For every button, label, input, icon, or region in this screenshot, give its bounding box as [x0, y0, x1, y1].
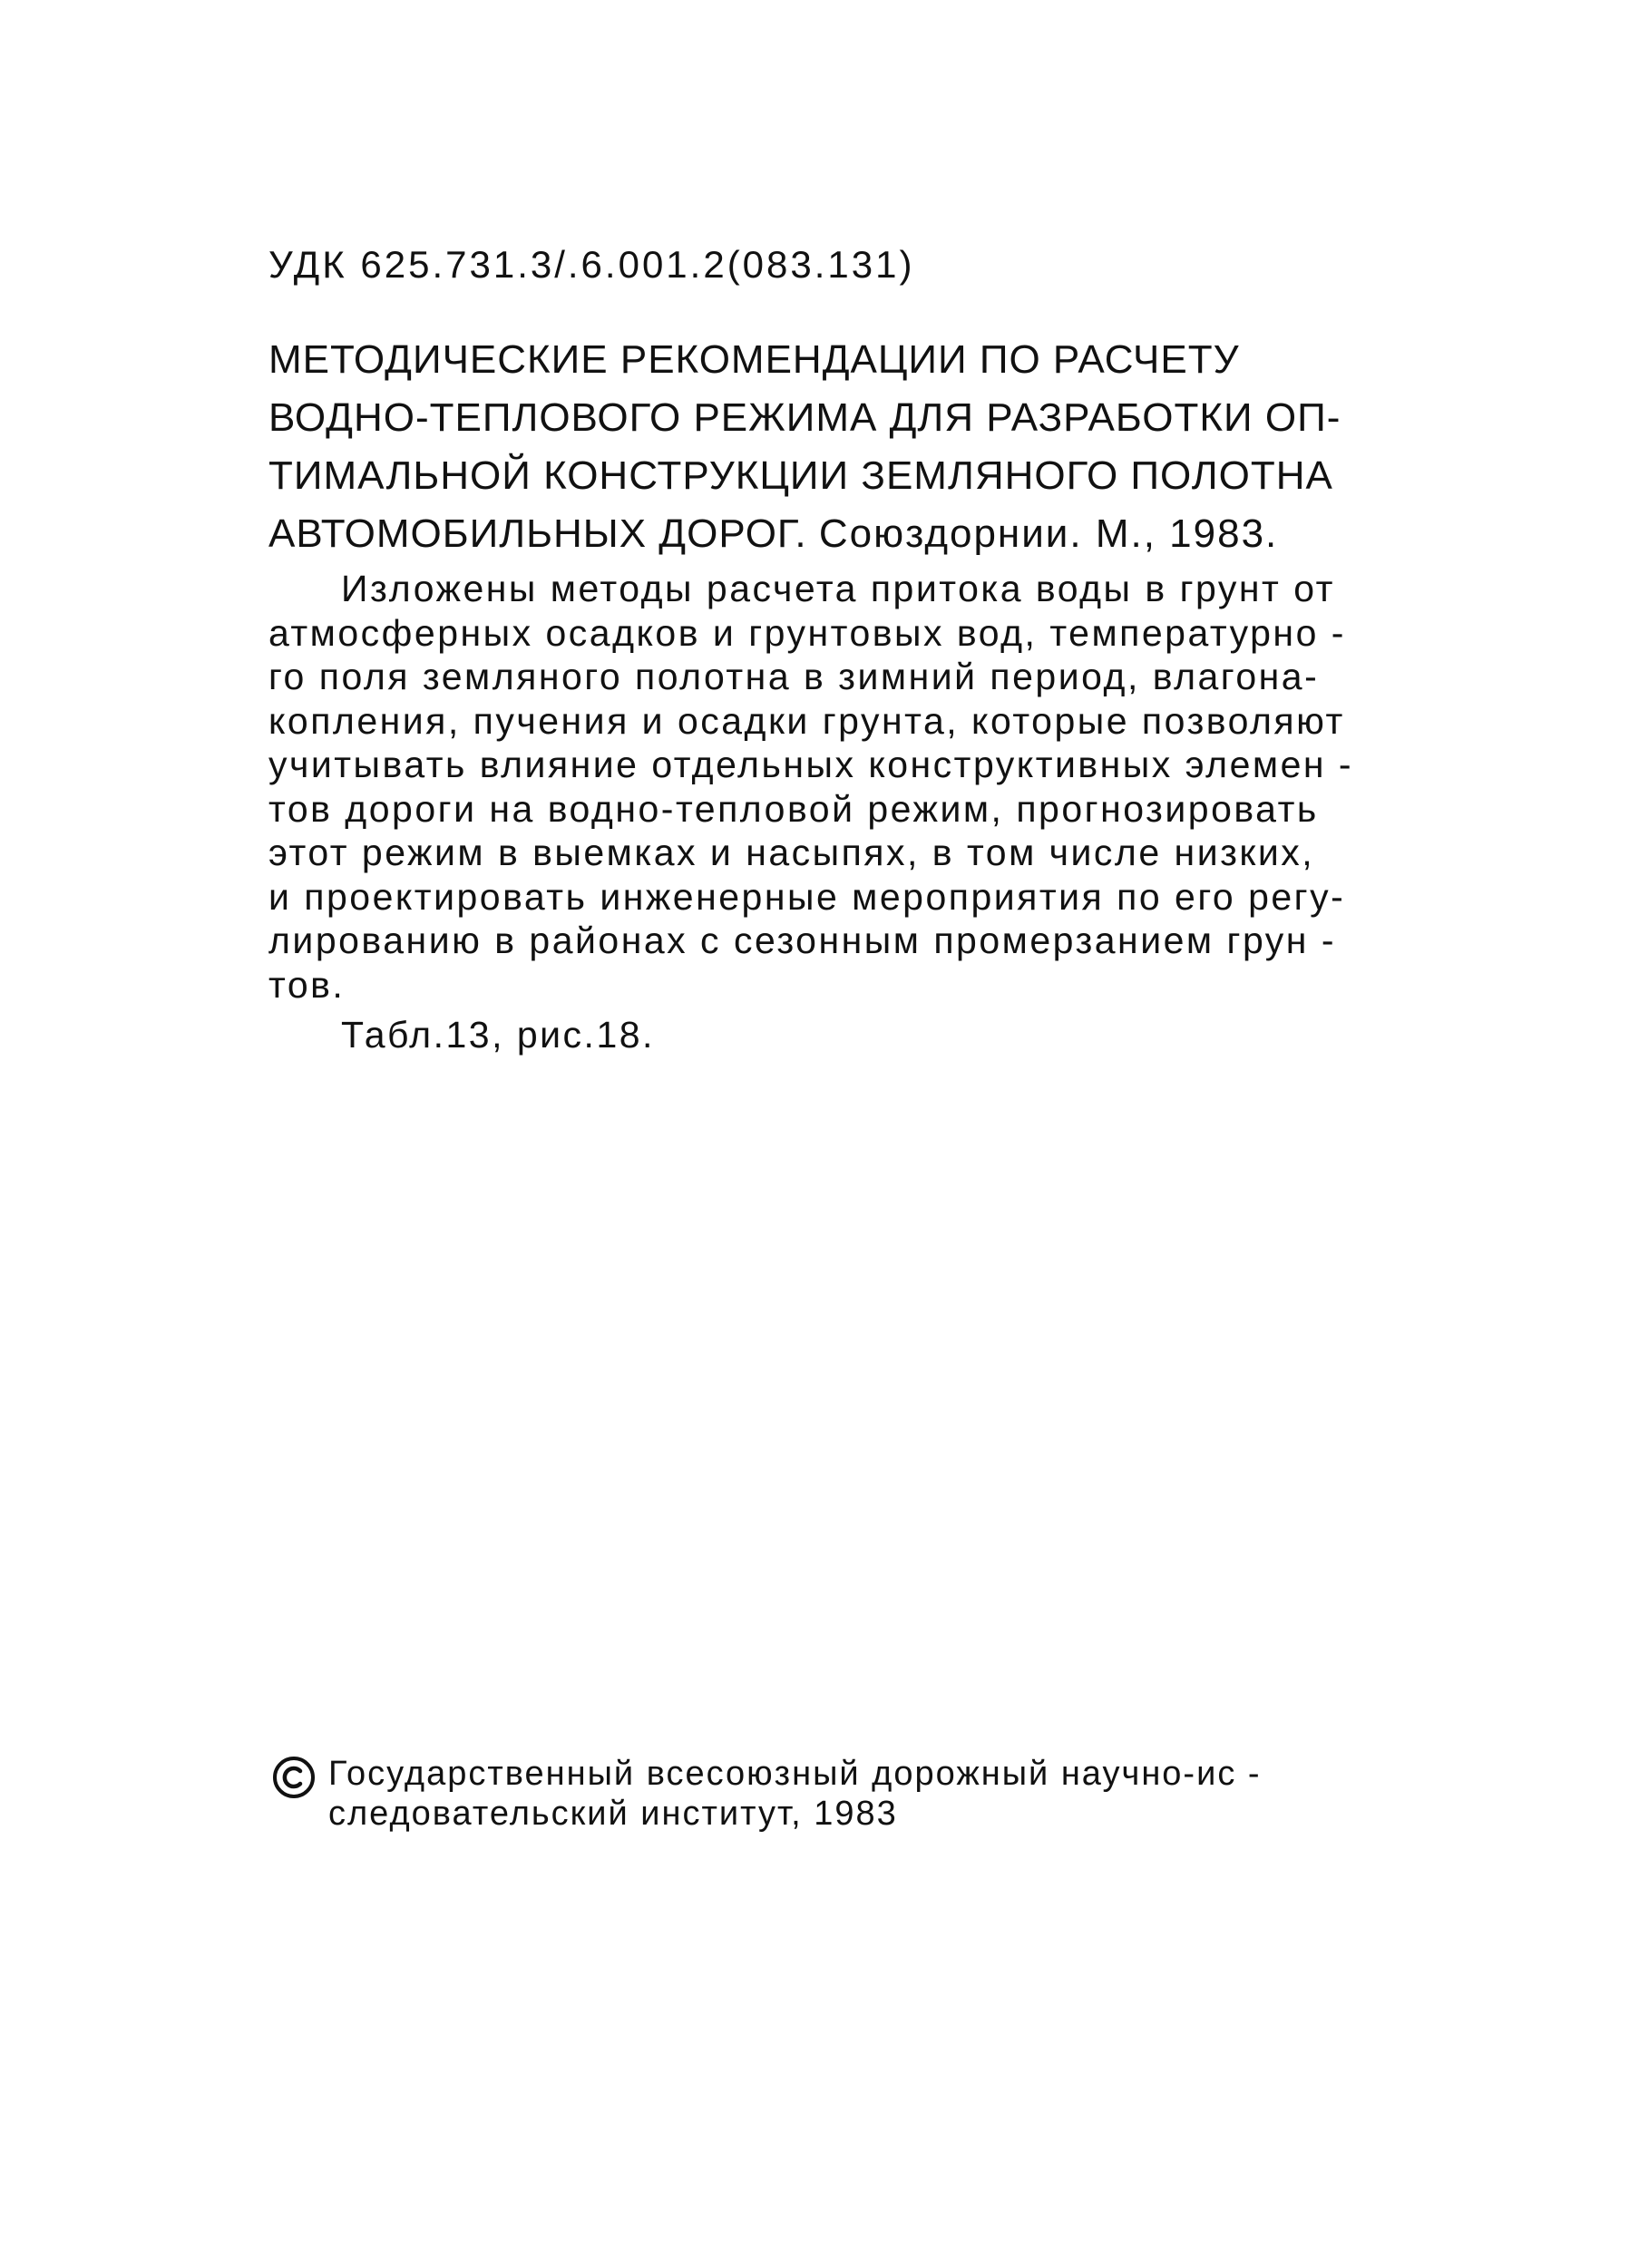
- abstract-line: копления, пучения и осадки грунта, которые позволяют: [268, 699, 1345, 742]
- title-line: МЕТОДИЧЕСКИЕ РЕКОМЕНДАЦИИ ПО РАСЧЕТУ: [268, 337, 1240, 382]
- publisher-info: Союздорнии. М., 1983.: [818, 511, 1279, 556]
- tables-figures-count: Табл.13, рис.18.: [341, 1014, 655, 1056]
- copyright-line: следовательский институт, 1983: [328, 1795, 898, 1833]
- document-title: [268, 331, 1439, 563]
- abstract-line: и проектировать инженерные мероприятия по его регу-: [268, 875, 1346, 918]
- title-line: ТИМАЛЬНОЙ КОНСТРУКЦИИ ЗЕМЛЯНОГО ПОЛОТНА: [268, 453, 1333, 498]
- abstract-line: этот режим в выемках и насыпях, в том числе низких,: [268, 832, 1315, 873]
- copyright-text: [328, 1754, 1262, 1834]
- abstract-line: го поля земляного полотна в зимний период, влагона-: [268, 656, 1320, 697]
- abstract-text: [268, 567, 1439, 1007]
- copyright-icon: [272, 1756, 316, 1799]
- udk-code: УДК 625.731.3/.6.001.2(083.131): [268, 243, 915, 286]
- title-line: ВОДНО-ТЕПЛОВОГО РЕЖИМА ДЛЯ РАЗРАБОТКИ ОП-: [268, 395, 1341, 440]
- abstract-line: Изложены методы расчета притока воды в грунт от: [341, 568, 1335, 609]
- title-line-last: [268, 505, 1439, 563]
- copyright-line: Государственный всесоюзный дорожный научно-ис -: [328, 1755, 1262, 1793]
- abstract-line: атмосферных осадков и грунтовых вод, температурно -: [268, 611, 1346, 654]
- abstract-line: тов дороги на водно-тепловой режим, прогнозировать: [268, 787, 1319, 830]
- title-line-text: АВТОМОБИЛЬНЫХ ДОРОГ.: [268, 511, 807, 556]
- abstract-line: тов.: [268, 963, 346, 1006]
- abstract-line: учитывать влияние отдельных конструктивных элемен -: [268, 744, 1354, 785]
- abstract-line: лированию в районах с сезонным промерзанием грун -: [268, 920, 1336, 961]
